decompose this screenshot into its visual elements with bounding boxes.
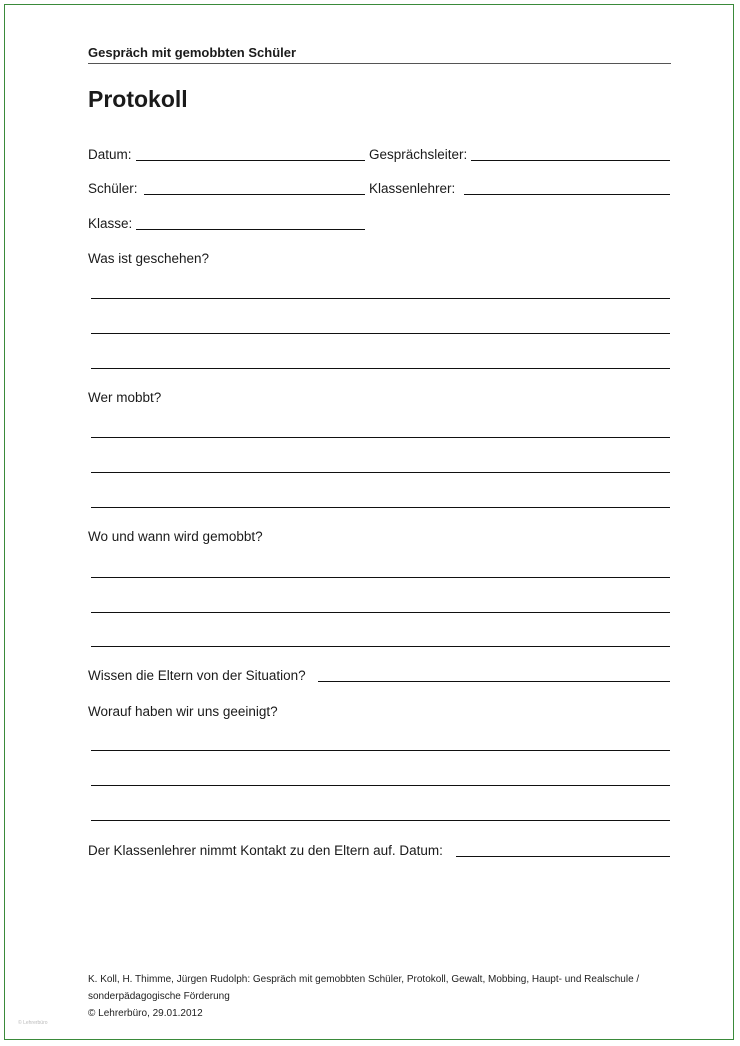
answer-line[interactable]	[91, 646, 670, 647]
question-contact-parents: Der Klassenlehrer nimmt Kontakt zu den Eltern auf. Datum:	[88, 843, 443, 858]
footer-citation-cont: sonderpädagogische Förderung	[88, 991, 230, 1002]
answer-line[interactable]	[91, 750, 670, 751]
parents-know-field[interactable]	[318, 681, 670, 682]
page-header: Gespräch mit gemobbten Schüler	[88, 45, 671, 64]
klasse-field[interactable]	[136, 229, 365, 230]
schueler-field[interactable]	[144, 194, 365, 195]
question-who-bullies: Wer mobbt?	[88, 390, 162, 405]
answer-line[interactable]	[91, 507, 670, 508]
question-parents-know: Wissen die Eltern von der Situation?	[88, 668, 306, 683]
schueler-label: Schüler:	[88, 181, 138, 196]
klassenlehrer-field[interactable]	[464, 194, 670, 195]
answer-line[interactable]	[91, 333, 670, 334]
answer-line[interactable]	[91, 437, 670, 438]
datum-field[interactable]	[136, 160, 365, 161]
question-where-when: Wo und wann wird gemobbt?	[88, 529, 263, 544]
question-agreement: Worauf haben wir uns geeinigt?	[88, 704, 278, 719]
watermark: © Lehrerbüro	[18, 1020, 48, 1026]
answer-line[interactable]	[91, 785, 670, 786]
datum-label: Datum:	[88, 147, 132, 162]
answer-line[interactable]	[91, 298, 670, 299]
page-title: Protokoll	[88, 86, 188, 112]
answer-line[interactable]	[91, 472, 670, 473]
answer-line[interactable]	[91, 368, 670, 369]
footer-citation: K. Koll, H. Thimme, Jürgen Rudolph: Gespräch mit gemobbten Schüler, Protokoll, Gewalt, Mobbing, Haupt- und Realschule /	[88, 974, 640, 985]
answer-line[interactable]	[91, 612, 670, 613]
klassenlehrer-label: Klassenlehrer:	[369, 181, 456, 196]
answer-line[interactable]	[91, 577, 670, 578]
gespraechsleiter-field[interactable]	[471, 160, 670, 161]
gespraechsleiter-label: Gesprächsleiter:	[369, 147, 468, 162]
answer-line[interactable]	[91, 820, 670, 821]
question-what-happened: Was ist geschehen?	[88, 251, 210, 266]
klasse-label: Klasse:	[88, 216, 133, 231]
footer-copyright: © Lehrerbüro, 29.01.2012	[88, 1008, 203, 1019]
contact-date-field[interactable]	[456, 856, 670, 857]
